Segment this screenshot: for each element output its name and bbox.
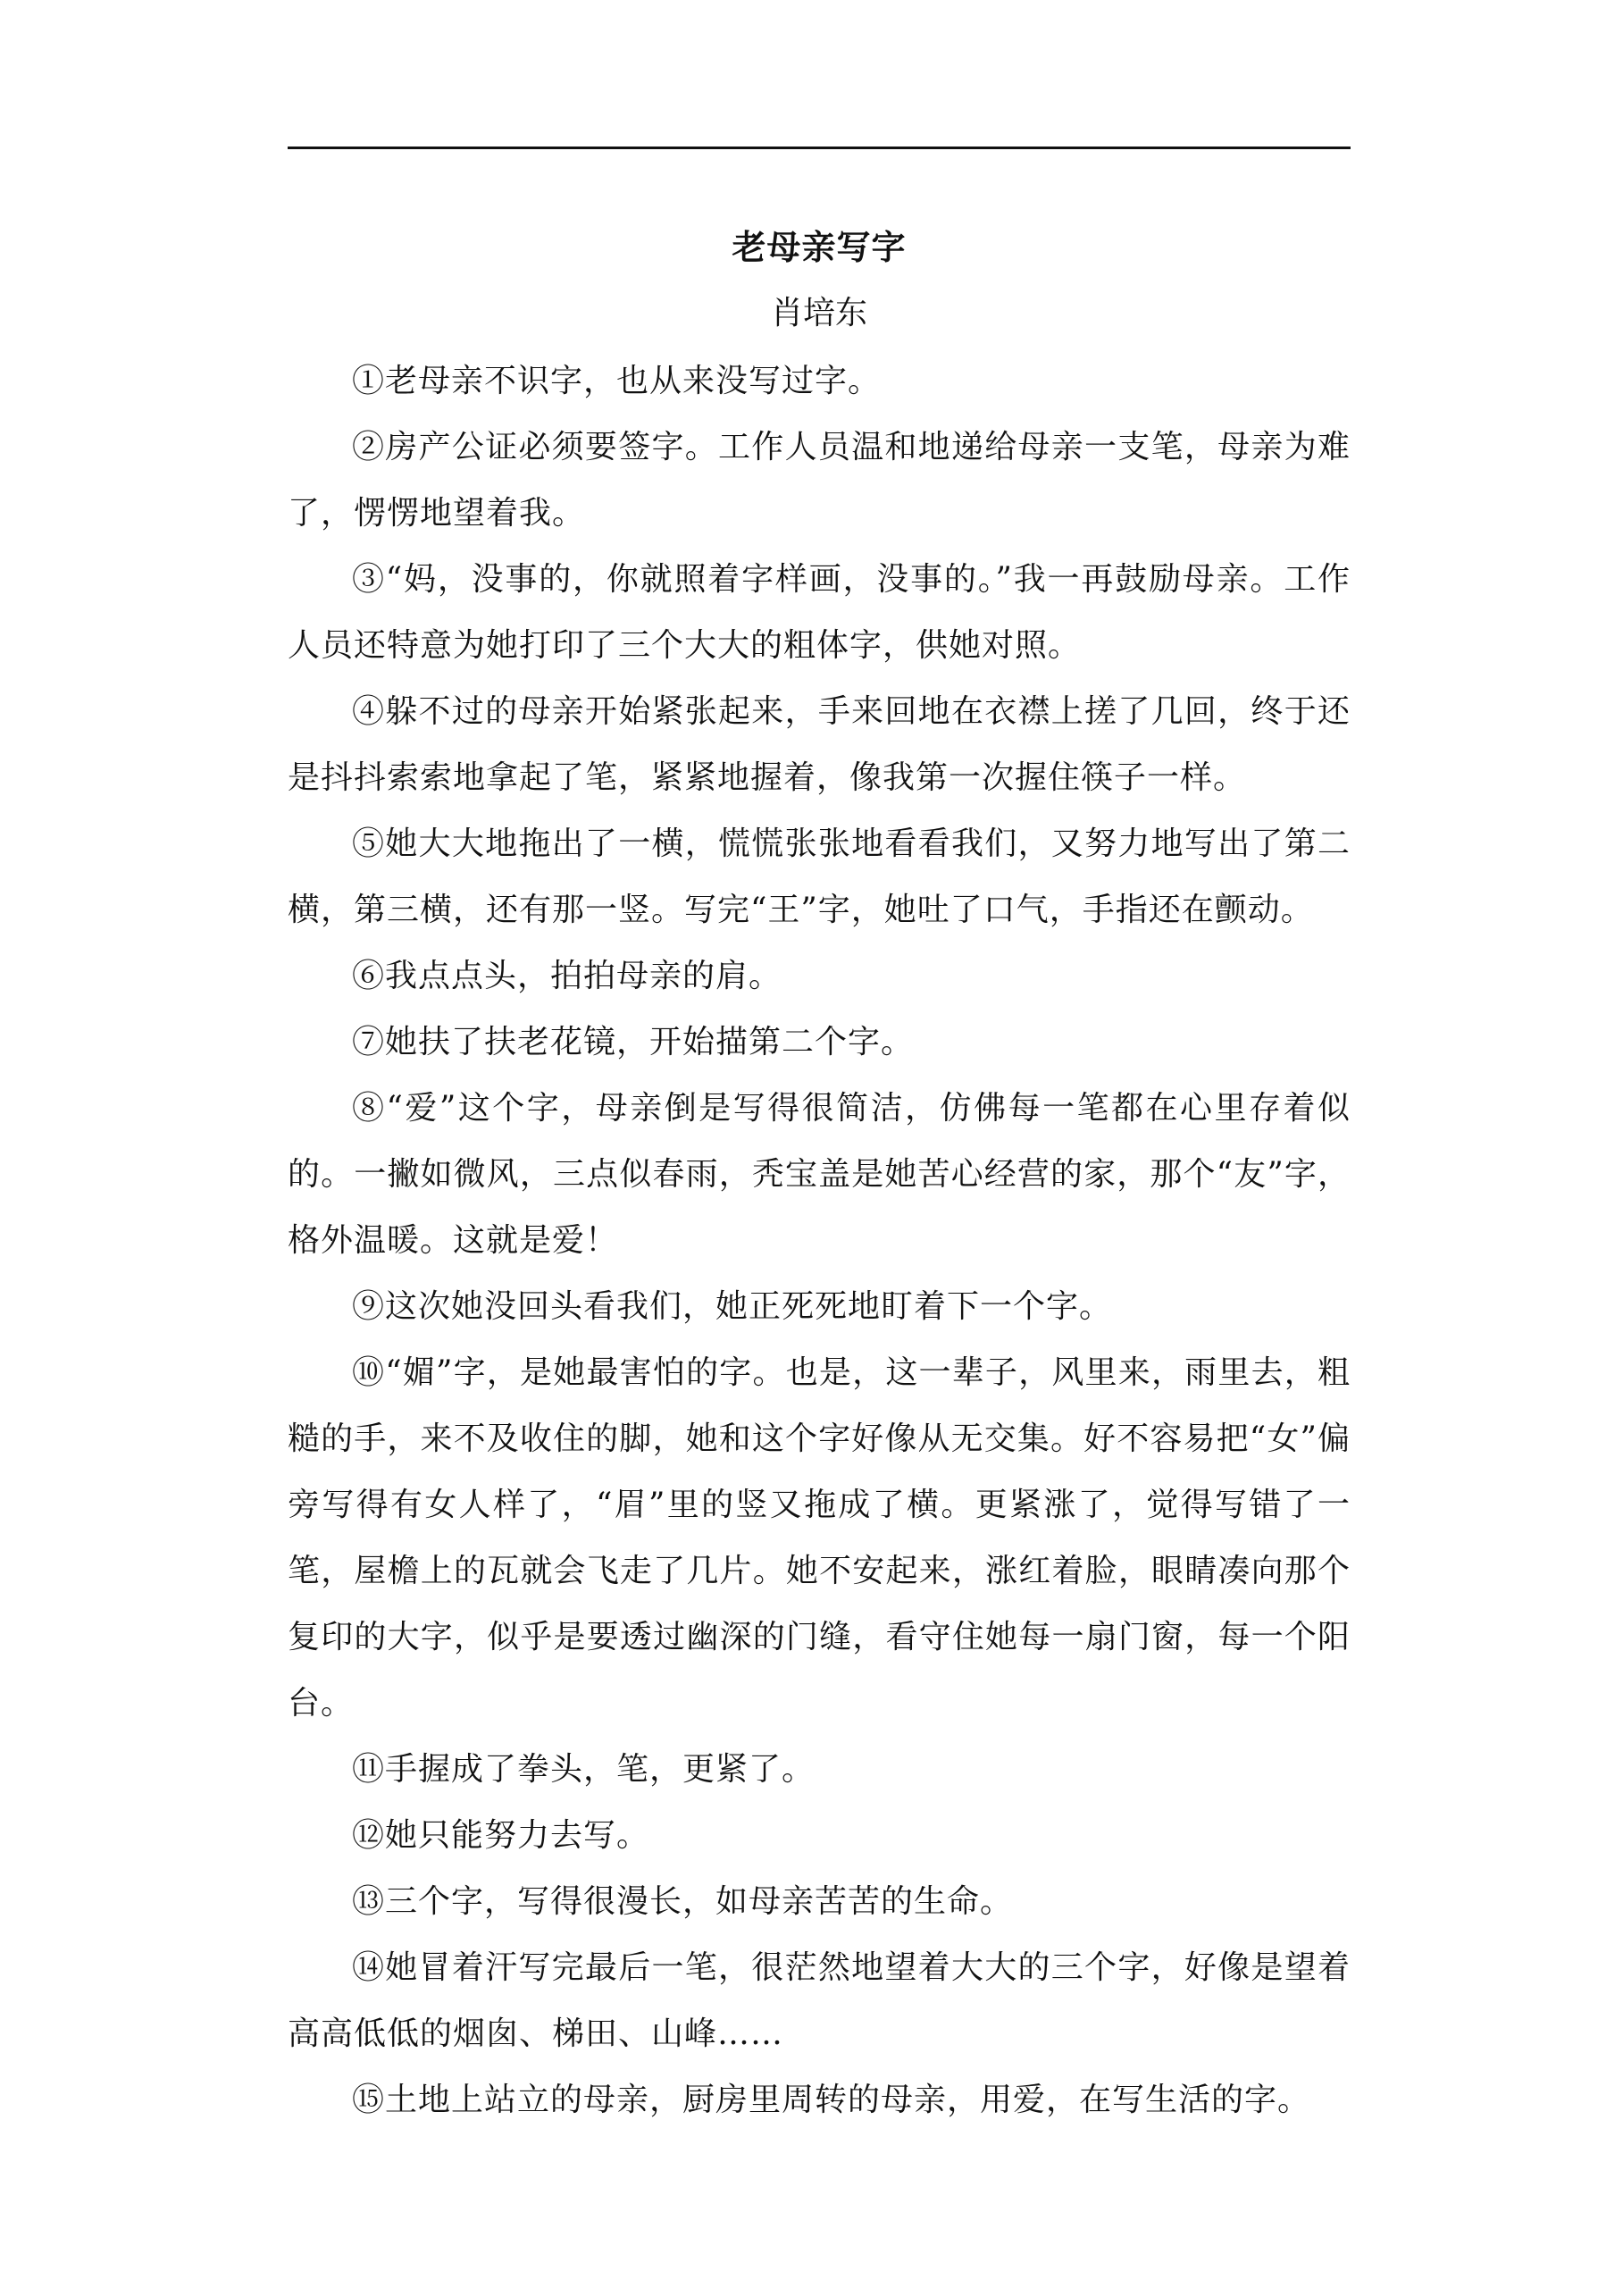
paragraph-9: ⑨这次她没回头看我们，她正死死地盯着下一个字。 xyxy=(352,1288,1113,1325)
article xyxy=(288,214,1351,2133)
article-author: 肖培东 xyxy=(770,295,867,331)
paragraph-7: ⑦她扶了扶老花镜，开始描第二个字。 xyxy=(352,1024,915,1060)
paragraph-10: ⑩“媚”字，是她最害怕的字。也是，这一辈子，风里来，雨里去，粗糙的手，来不及收住的脚，她和这个字好像从无交集。好不容易把“女”偏旁写得有女人样了，“眉”里的竖又拖成了横。更紧涨了，觉得写错了一笔，屋檐上的瓦就会飞走了几片。她不安起来，涨红着脸，眼睛凑向那个复印的大字，似乎是要透过幽深的门缝，看守住她每一扇门窗，每一个阳台。 xyxy=(288,1354,1351,1722)
paragraph-6: ⑥我点点头，拍拍母亲的肩。 xyxy=(352,958,782,994)
paragraph-13: ⑬三个字，写得很漫长，如母亲苦苦的生命。 xyxy=(352,1883,1014,1920)
paragraph-1: ①老母亲不识字，也从来没写过字。 xyxy=(352,363,882,399)
paragraph-12: ⑫她只能努力去写。 xyxy=(352,1817,650,1854)
paragraph-5: ⑤她大大地拖出了一横，慌慌张张地看看我们，又努力地写出了第二横，第三横，还有那一竖。写完“王”字，她吐了口气，手指还在颤动。 xyxy=(288,825,1351,928)
paragraph-4: ④躲不过的母亲开始紧张起来，手来回地在衣襟上搓了几回，终于还是抖抖索索地拿起了笔，紧紧地握着，像我第一次握住筷子一样。 xyxy=(288,693,1351,796)
paragraph-11: ⑪手握成了拳头，笔，更紧了。 xyxy=(352,1751,816,1788)
paragraph-8: ⑧“爱”这个字，母亲倒是写得很简洁，仿佛每一笔都在心里存着似的。一撇如微风，三点似春雨，秃宝盖是她苦心经营的家，那个“友”字，格外温暖。这就是爱！ xyxy=(288,1090,1351,1259)
header-rule xyxy=(288,147,1351,149)
paragraph-3: ③“妈，没事的，你就照着字样画，没事的。”我一再鼓励母亲。工作人员还特意为她打印了三个大大的粗体字，供她对照。 xyxy=(288,561,1351,664)
article-title: 老母亲写字 xyxy=(732,227,907,267)
paragraph-15: ⑮土地上站立的母亲，厨房里周转的母亲，用爱，在写生活的字。 xyxy=(352,2082,1311,2118)
paragraph-14: ⑭她冒着汗写完最后一笔，很茫然地望着大大的三个字，好像是望着高高低低的烟囱、梯田、山峰…… xyxy=(288,1949,1351,2052)
paragraph-2: ②房产公证必须要签字。工作人员温和地递给母亲一支笔，母亲为难了，愣愣地望着我。 xyxy=(288,429,1351,532)
